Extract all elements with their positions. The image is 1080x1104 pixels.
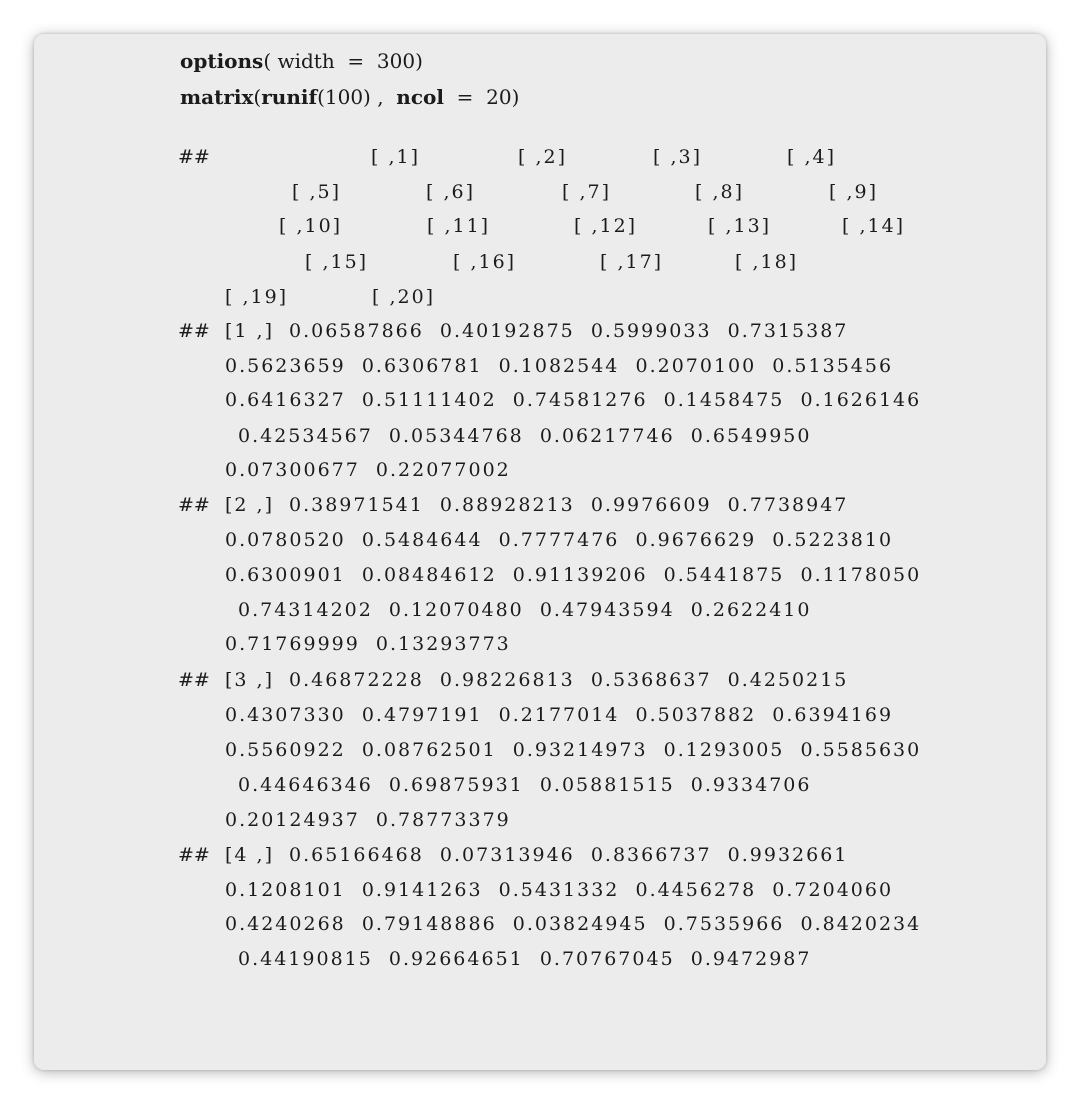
- output-prefix: ##: [178, 494, 210, 516]
- column-header: [ ,2]: [518, 146, 567, 168]
- row-values: 0.1208101 0.9141263 0.5431332 0.4456278 0.7204060: [225, 879, 894, 901]
- code-line-options: [180, 49, 423, 73]
- column-header: [ ,13]: [708, 215, 772, 237]
- row-values: 0.74314202 0.12070480 0.47943594 0.2622410: [238, 599, 812, 621]
- row-values: 0.6416327 0.51111402 0.74581276 0.1458475 0.1626146: [225, 389, 922, 411]
- column-header: [ ,6]: [426, 181, 475, 203]
- function-args: (100) ,: [317, 85, 397, 109]
- argument-name: ncol: [396, 85, 444, 109]
- function-args: = 20): [443, 85, 520, 109]
- row-label: [1 ,]: [225, 320, 274, 342]
- row-label: [4 ,]: [225, 844, 274, 866]
- code-line-matrix: [180, 85, 519, 109]
- column-header: [ ,14]: [842, 215, 906, 237]
- row-values: 0.0780520 0.5484644 0.7777476 0.9676629 0.5223810: [225, 529, 894, 551]
- row-label: [2 ,]: [225, 494, 274, 516]
- column-header: [ ,12]: [574, 215, 638, 237]
- column-header: [ ,10]: [279, 215, 343, 237]
- column-header: [ ,8]: [695, 181, 744, 203]
- function-args: ( width = 300): [263, 49, 423, 73]
- column-header: [ ,18]: [735, 251, 799, 273]
- row-values: 0.06587866 0.40192875 0.5999033 0.7315387: [289, 320, 849, 342]
- row-values: 0.4240268 0.79148886 0.03824945 0.7535966 0.8420234: [225, 913, 922, 935]
- column-header: [ ,16]: [453, 251, 517, 273]
- row-label: [3 ,]: [225, 669, 274, 691]
- function-name: options: [180, 49, 264, 73]
- output-prefix: ##: [178, 669, 210, 691]
- row-values: 0.20124937 0.78773379: [225, 809, 511, 831]
- row-values: 0.42534567 0.05344768 0.06217746 0.6549950: [238, 425, 812, 447]
- output-prefix: ##: [178, 844, 210, 866]
- column-header: [ ,1]: [371, 146, 420, 168]
- output-prefix: ##: [178, 320, 210, 342]
- function-name: runif: [261, 85, 318, 109]
- column-header: [ ,4]: [787, 146, 836, 168]
- row-values: 0.38971541 0.88928213 0.9976609 0.7738947: [289, 494, 849, 516]
- output-prefix: ##: [178, 146, 210, 168]
- column-header: [ ,3]: [653, 146, 702, 168]
- row-values: 0.46872228 0.98226813 0.5368637 0.4250215: [289, 669, 849, 691]
- column-header: [ ,5]: [292, 181, 341, 203]
- column-header: [ ,11]: [427, 215, 491, 237]
- column-header: [ ,9]: [829, 181, 878, 203]
- paren: (: [253, 85, 262, 109]
- row-values: 0.5623659 0.6306781 0.1082544 0.2070100 0.5135456: [225, 355, 894, 377]
- row-values: 0.44190815 0.92664651 0.70767045 0.9472987: [238, 948, 812, 970]
- column-header: [ ,7]: [562, 181, 611, 203]
- row-values: 0.4307330 0.4797191 0.2177014 0.5037882 0.6394169: [225, 704, 894, 726]
- row-values: 0.5560922 0.08762501 0.93214973 0.1293005 0.5585630: [225, 739, 922, 761]
- column-header: [ ,15]: [305, 251, 369, 273]
- row-values: 0.44646346 0.69875931 0.05881515 0.9334706: [238, 774, 812, 796]
- function-name: matrix: [180, 85, 254, 109]
- row-values: 0.07300677 0.22077002: [225, 459, 511, 481]
- column-header: [ ,17]: [600, 251, 664, 273]
- row-values: 0.6300901 0.08484612 0.91139206 0.5441875 0.1178050: [225, 564, 922, 586]
- row-values: 0.71769999 0.13293773: [225, 633, 511, 655]
- row-values: 0.65166468 0.07313946 0.8366737 0.9932661: [289, 844, 849, 866]
- column-header: [ ,20]: [372, 286, 436, 308]
- column-header: [ ,19]: [225, 286, 289, 308]
